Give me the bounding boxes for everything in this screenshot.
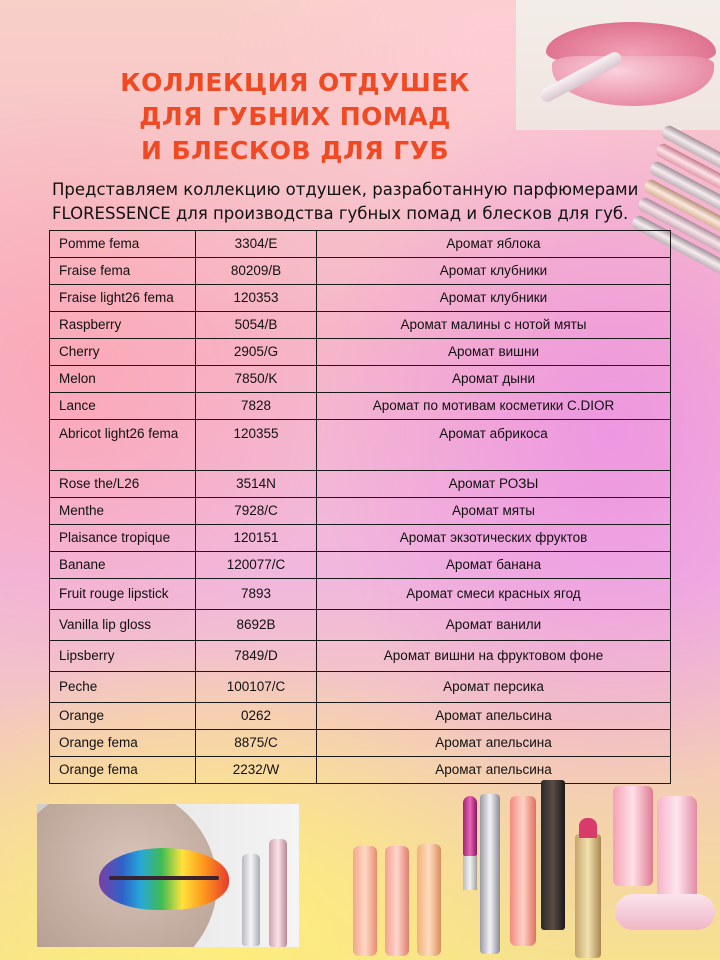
fragrance-description: Аромат РОЗЫ	[317, 471, 671, 498]
table-row	[50, 552, 671, 579]
lipstick	[575, 834, 601, 958]
fragrance-description: Аромат абрикоса	[317, 420, 671, 471]
fragrance-name: Melon	[50, 366, 196, 393]
fragrance-name: Menthe	[50, 498, 196, 525]
table-row	[50, 393, 671, 420]
fragrance-description: Аромат банана	[317, 552, 671, 579]
fragrance-name: Peche	[50, 672, 196, 703]
table-row	[50, 525, 671, 552]
fragrance-code: 80209/B	[196, 258, 317, 285]
table-row	[50, 641, 671, 672]
fragrance-code: 3514N	[196, 471, 317, 498]
table-row	[50, 258, 671, 285]
fragrance-description: Аромат вишни	[317, 339, 671, 366]
fragrance-code: 120151	[196, 525, 317, 552]
table-row	[50, 672, 671, 703]
rainbow-lips-photo	[37, 804, 299, 947]
fragrance-code: 5054/B	[196, 312, 317, 339]
title-line-2: ДЛЯ ГУБНИХ ПОМАД	[139, 102, 451, 131]
fragrance-code: 120353	[196, 285, 317, 312]
fragrance-name: Orange fema	[50, 730, 196, 757]
gloss-bottle	[541, 780, 565, 930]
fragrance-description: Аромат мяты	[317, 498, 671, 525]
fragrance-name: Cherry	[50, 339, 196, 366]
fragrance-name: Abricot light26 fema	[50, 420, 196, 471]
gloss-tubes-photo	[620, 108, 720, 248]
fragrance-name: Raspberry	[50, 312, 196, 339]
fragrance-description: Аромат клубники	[317, 258, 671, 285]
fragrance-name: Orange fema	[50, 757, 196, 784]
fragrance-code: 8692B	[196, 610, 317, 641]
fragrance-description: Аромат апельсина	[317, 730, 671, 757]
fragrance-description: Аромат апельсина	[317, 757, 671, 784]
fragrance-description: Аромат ванили	[317, 610, 671, 641]
fragrance-code: 7850/K	[196, 366, 317, 393]
fragrance-table	[49, 230, 671, 784]
fragrance-code: 120077/C	[196, 552, 317, 579]
intro-paragraph	[52, 178, 692, 226]
fragrance-description: Аромат персика	[317, 672, 671, 703]
fragrance-name: Plaisance tropique	[50, 525, 196, 552]
table-row	[50, 610, 671, 641]
fragrance-description: Аромат апельсина	[317, 703, 671, 730]
table-row	[50, 231, 671, 258]
table-row	[50, 339, 671, 366]
gloss-tube	[385, 846, 409, 956]
fragrance-name: Fraise fema	[50, 258, 196, 285]
table-row	[50, 471, 671, 498]
fragrance-code: 8875/C	[196, 730, 317, 757]
fragrance-description: Аромат дыни	[317, 366, 671, 393]
fragrance-name: Orange	[50, 703, 196, 730]
table-row	[50, 703, 671, 730]
gloss-tube	[417, 844, 441, 956]
fragrance-name: Lance	[50, 393, 196, 420]
intro-line-2: FLORESSENCE для производства губных помад и блесков для губ.	[52, 204, 629, 223]
fragrance-code: 7828	[196, 393, 317, 420]
fragrance-code: 120355	[196, 420, 317, 471]
fragrance-name: Fraise light26 fema	[50, 285, 196, 312]
fragrance-code: 2905/G	[196, 339, 317, 366]
fragrance-name: Banane	[50, 552, 196, 579]
fragrance-description: Аромат клубники	[317, 285, 671, 312]
intro-line-1: Представляем коллекцию отдушек, разработанную парфюмерами	[52, 180, 639, 199]
fragrance-description: Аромат яблока	[317, 231, 671, 258]
table-row	[50, 285, 671, 312]
fragrance-name: Lipsberry	[50, 641, 196, 672]
fragrance-name: Vanilla lip gloss	[50, 610, 196, 641]
fragrance-code: 100107/C	[196, 672, 317, 703]
gloss-pen	[480, 794, 500, 954]
fragrance-code: 0262	[196, 703, 317, 730]
fragrance-code: 7849/D	[196, 641, 317, 672]
lipstick-case	[463, 856, 477, 890]
gloss-bottle	[613, 786, 653, 886]
fragrance-code: 7928/C	[196, 498, 317, 525]
gloss-tube	[353, 846, 377, 956]
fragrance-description: Аромат экзотических фруктов	[317, 525, 671, 552]
title-line-3: И БЛЕСКОВ ДЛЯ ГУБ	[140, 136, 450, 165]
table-row	[50, 579, 671, 610]
fragrance-name: Pomme fema	[50, 231, 196, 258]
fragrance-code: 2232/W	[196, 757, 317, 784]
fragrance-description: Аромат смеси красных ягод	[317, 579, 671, 610]
fragrance-name: Fruit rouge lipstick	[50, 579, 196, 610]
fragrance-description: Аромат вишни на фруктовом фоне	[317, 641, 671, 672]
table-row	[50, 312, 671, 339]
table-row	[50, 420, 671, 471]
table-row	[50, 730, 671, 757]
page-title	[120, 66, 470, 168]
fragrance-description: Аромат малины с нотой мяты	[317, 312, 671, 339]
fragrance-description: Аромат по мотивам косметики C.DIOR	[317, 393, 671, 420]
gloss-pot	[615, 894, 715, 930]
lipstick-bullet	[579, 818, 597, 838]
lip-products-photo	[345, 776, 720, 960]
gloss-bottle	[242, 854, 260, 946]
fragrance-code: 7893	[196, 579, 317, 610]
gloss-bottle	[269, 839, 287, 947]
table-row	[50, 366, 671, 393]
rainbow-lips	[99, 848, 229, 910]
lipstick	[463, 796, 477, 856]
fragrance-name: Rose the/L26	[50, 471, 196, 498]
gloss-tube	[510, 796, 536, 946]
fragrance-code: 3304/E	[196, 231, 317, 258]
table-row	[50, 498, 671, 525]
title-line-1: КОЛЛЕКЦИЯ ОТДУШЕК	[120, 68, 470, 97]
